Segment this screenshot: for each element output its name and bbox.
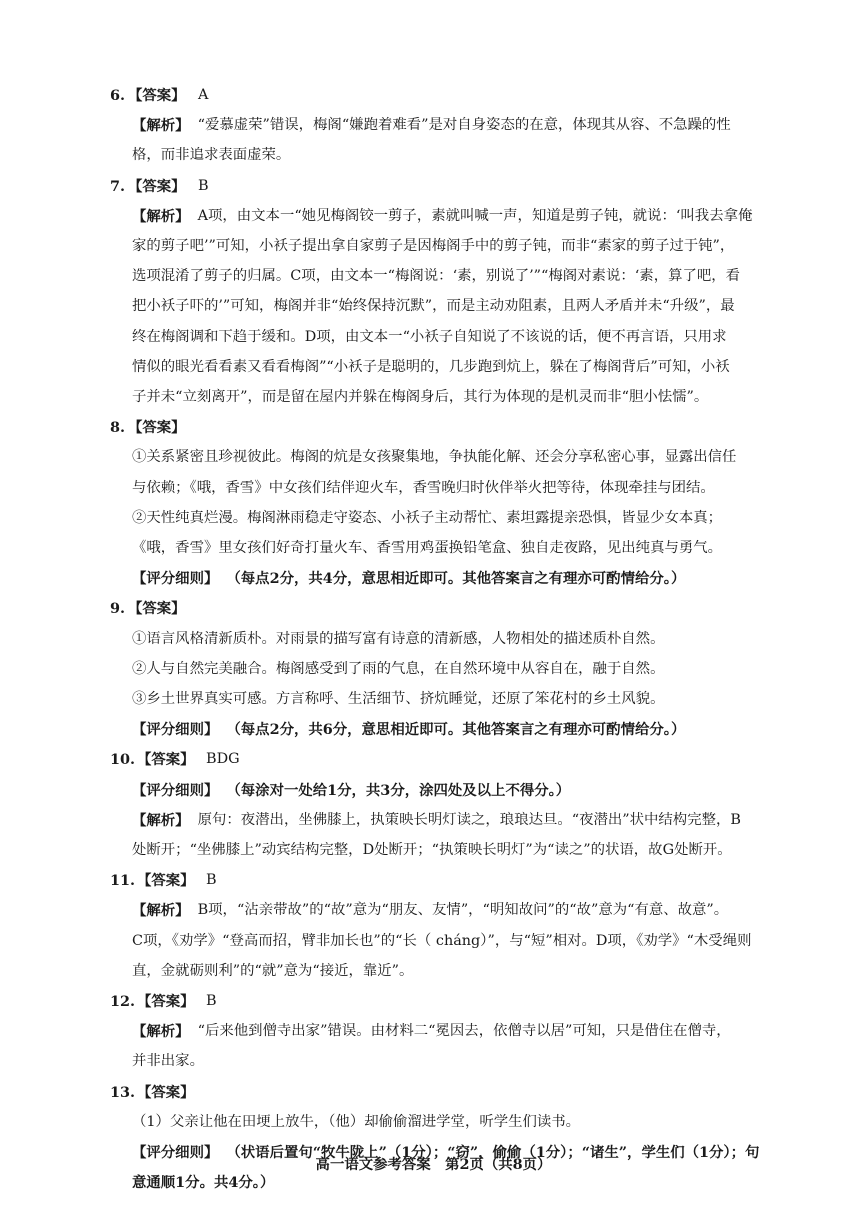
text-line	[0, 82, 867, 109]
paragraph-text: B项，“沾亲带故”的“故”意为“朋友、友情”，“明知故问”的“故”意为“有意、故意”。	[197, 902, 729, 919]
question-number: 12.	[110, 993, 136, 1010]
paragraph-text: 终在梅阁调和下趋于缓和。D项，由文本一“小袄子自知说了不该说的话，便不再言语，只用求	[132, 328, 727, 345]
text-line	[0, 626, 867, 653]
answer-value: B	[206, 872, 217, 889]
text-line	[0, 293, 867, 320]
text-line	[0, 173, 867, 200]
section-tag: 【解析】	[132, 117, 190, 135]
answer-tag: 【答案】	[128, 419, 186, 437]
text-line	[0, 142, 867, 169]
section-tag: 【解析】	[132, 207, 190, 225]
answer-tag: 【答案】	[137, 751, 195, 769]
answer-tag: 【答案】	[128, 177, 186, 195]
paragraph-text: 格，而非追求表面虚荣。	[132, 147, 291, 164]
paragraph-text: 处断开；“坐佛膝上”动宾结构完整，D处断开；“执策映长明灯”为“读之”的状语，故G处断开。	[132, 842, 732, 858]
paragraph-text: （1）父亲让他在田埂上放牛，（他）却偷偷溜进学堂，听学生们读书。	[132, 1113, 581, 1130]
paragraph-text: 选项混淆了剪子的归属。C项，由文本一“梅阁说：‘素，别说了’”“梅阁对素说：‘素，算了吧，看	[132, 268, 741, 285]
text-line	[0, 565, 867, 592]
paragraph-text: 直，金就砺则利”的“就”意为“接近，靠近”。	[132, 962, 414, 979]
question-number: 10.	[110, 751, 136, 769]
section-tag: 【解析】	[132, 1023, 190, 1041]
answer-value: A	[198, 87, 209, 103]
text-line	[0, 928, 867, 955]
paragraph-text: 意通顺1分。共4分。）	[132, 1174, 275, 1192]
text-line	[0, 1079, 867, 1106]
answer-tag: 【答案】	[137, 872, 195, 890]
text-line	[0, 958, 867, 985]
text-line	[0, 203, 867, 230]
paragraph-text: “爱慕虚荣”错误，梅阁“嫌跑着难看”是对自身姿态的在意，体现其从容、不急躁的性	[197, 117, 731, 134]
answer-tag: 【答案】	[128, 600, 186, 618]
answer-value: B	[206, 993, 217, 1009]
paragraph-text: （每涂对一处给1分，共3分，涂四处及以上不得分。）	[226, 781, 571, 799]
text-line	[0, 263, 867, 290]
paragraph-text: 原句：夜潜出，坐佛膝上，执策映长明灯读之，琅琅达旦。“夜潜出”状中结构完整，B	[197, 811, 741, 828]
text-line	[0, 1018, 867, 1045]
text-line	[0, 746, 867, 773]
paragraph-text: A项，由文本一“她见梅阁铰一剪子，素就叫喊一声，知道是剪子钝，就说：‘叫我去拿俺	[197, 207, 753, 224]
paragraph-text: 与依赖；《哦，香雪》中女孩们结伴迎火车，香雪晚归时伙伴举火把等待，体现牵挂与团结。	[132, 479, 715, 496]
paragraph-text: 《哦，香雪》里女孩们好奇打量火车、香雪用鸡蛋换铅笔盒、独自走夜路，见出纯真与勇气。	[132, 540, 723, 556]
section-tag: 【解析】	[132, 811, 190, 829]
text-line	[0, 505, 867, 532]
answer-tag: 【答案】	[128, 87, 186, 104]
section-tag: 【评分细则】	[132, 781, 219, 799]
paragraph-text: 家的剪子吧’”可知，小袄子提出拿自家剪子是因梅阁手中的剪子钝，而非“素家的剪子过于钝”，	[132, 238, 735, 254]
paragraph-text: “后来他到僧寺出家”错误。由材料二“冕因去，依僧寺以居”可知，只是借住在僧寺，	[197, 1023, 731, 1040]
paragraph-text: C项，《劝学》“登高而招，臂非加长也”的“长（ cháng）”，与“短”相对。D项，《劝学》“木受绳则	[132, 932, 752, 949]
text-line	[0, 354, 867, 381]
paragraph-text: 情似的眼光看看素又看看梅阁”“小袄子是聪明的，几步跑到炕上，躲在了梅阁背后”可知，小袄	[132, 358, 730, 375]
paragraph-text: （每点2分，共6分，意思相近即可。其他答案言之有理亦可酌情给分。）	[226, 721, 686, 739]
paragraph-text: （状语后置句“牧牛陇上”（1分）；“窃”，偷偷（1分）；“诸生”，学生们（1分）；句	[226, 1144, 760, 1161]
text-line	[0, 988, 867, 1015]
text-line	[0, 716, 867, 743]
answer-value: BDG	[206, 751, 240, 768]
section-tag: 【评分细则】	[132, 1144, 219, 1161]
section-tag: 【评分细则】	[132, 570, 219, 588]
answer-tag: 【答案】	[137, 993, 195, 1010]
section-tag: 【解析】	[132, 902, 190, 920]
text-line	[0, 112, 867, 139]
question-number: 8.	[110, 419, 126, 437]
question-number: 6.	[110, 87, 126, 104]
paragraph-text: ②天性纯真烂漫。梅阁淋雨稳走守姿态、小袄子主动帮忙、素坦露提亲恐惧，皆显少女本真；	[132, 509, 723, 526]
text-line	[0, 535, 867, 562]
paragraph-text: 子并未“立刻离开”，而是留在屋内并躲在梅阁身后，其行为体现的是机灵而非“胆小怯懦”。	[132, 389, 709, 405]
text-line	[0, 837, 867, 864]
text-line	[0, 414, 867, 441]
answer-value: B	[198, 177, 209, 194]
question-number: 13.	[110, 1083, 136, 1101]
question-number: 11.	[110, 872, 136, 890]
paragraph-text: ①关系紧密且珍视彼此。梅阁的炕是女孩聚集地，争执能化解、还会分享私密心事，显露出信任	[132, 449, 737, 466]
text-line	[0, 777, 867, 804]
section-tag: 【评分细则】	[132, 721, 219, 739]
text-line	[0, 384, 867, 411]
question-number: 9.	[110, 600, 126, 618]
text-line	[0, 897, 867, 924]
text-line	[0, 686, 867, 713]
text-line	[0, 233, 867, 260]
paragraph-text: （每点2分，共4分，意思相近即可。其他答案言之有理亦可酌情给分。）	[226, 570, 686, 588]
text-line	[0, 656, 867, 683]
text-line	[0, 595, 867, 622]
question-number: 7.	[110, 177, 126, 195]
page-footer: 高一语文参考答案 第2页（共8页）	[315, 1156, 552, 1173]
paragraph-text: 并非出家。	[132, 1053, 204, 1070]
text-line	[0, 807, 867, 834]
text-line	[0, 324, 867, 351]
answer-tag: 【答案】	[137, 1083, 195, 1101]
paragraph-text: ②人与自然完美融合。梅阁感受到了雨的气息，在自然环境中从容自在，融于自然。	[132, 660, 665, 677]
text-line	[0, 1048, 867, 1075]
text-line	[0, 1109, 867, 1136]
text-line	[0, 444, 867, 471]
text-line	[0, 867, 867, 894]
paragraph-text: ③乡土世界真实可感。方言称呼、生活细节、挤炕睡觉，还原了笨花村的乡土风貌。	[132, 691, 665, 707]
paragraph-text: ①语言风格清新质朴。对雨景的描写富有诗意的清新感，人物相处的描述质朴自然。	[132, 630, 665, 647]
paragraph-text: 把小袄子吓的’”可知，梅阁并非“始终保持沉默”，而是主动劝阻素，且两人矛盾并未“升级”，最	[132, 298, 735, 315]
text-line	[0, 475, 867, 502]
